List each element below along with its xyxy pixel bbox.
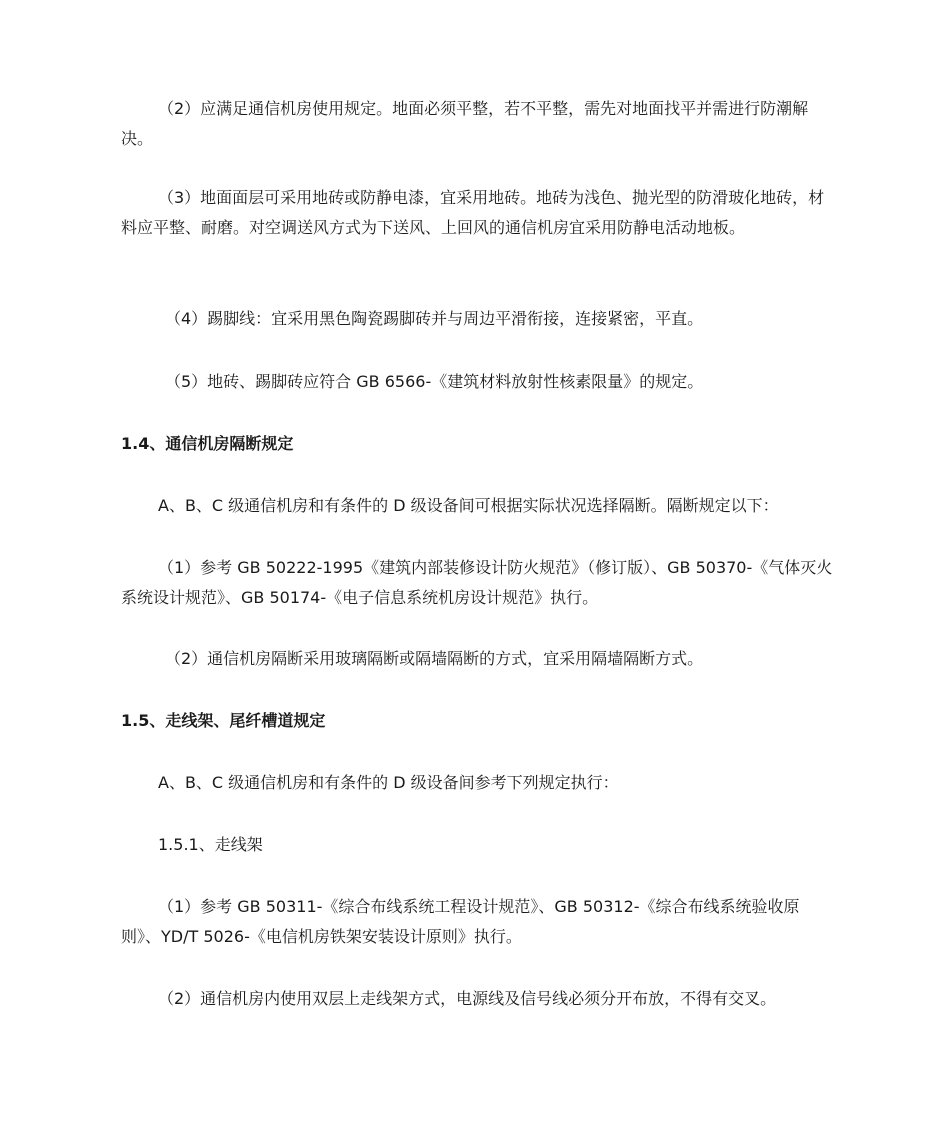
section-heading-cable-tray: 1.5、走线架、尾纤槽道规定 — [121, 711, 326, 730]
section-heading-partition: 1.4、通信机房隔断规定 — [121, 434, 294, 453]
paragraph-skirting: （4）踢脚线：宜采用黑色陶瓷踢脚砖并与周边平滑衔接，连接紧密，平直。 — [165, 309, 704, 328]
paragraph-floor-requirement: （2）应满足通信机房使用规定。地面必须平整，若不平整，需先对地面找平并需进行防潮解决。 — [121, 99, 809, 148]
paragraph-partition-intro: A、B、C 级通信机房和有条件的 D 级设备间可根据实际状况选择隔断。隔断规定以下： — [158, 496, 779, 515]
paragraph-floor-surface: （3）地面面层可采用地砖或防静电漆，宜采用地砖。地砖为浅色、抛光型的防滑玻化地砖，材料应平整、耐磨。对空调送风方式为下送风、上回风的通信机房宜采用防静电活动地板。 — [121, 188, 825, 237]
paragraph-partition-method: （2）通信机房隔断采用玻璃隔断或隔墙隔断的方式，宜采用隔墙隔断方式。 — [165, 649, 704, 668]
paragraph-cable-rack-standards: （1）参考 GB 50311-《综合布线系统工程设计规范》、GB 50312-《综合布线系统验收原则》、YD/T 5026-《电信机房铁架安装设计原则》执行。 — [121, 897, 800, 946]
paragraph-cable-rack-method: （2）通信机房内使用双层上走线架方式，电源线及信号线必须分开布放，不得有交叉。 — [158, 989, 777, 1008]
paragraph-cable-tray-intro: A、B、C 级通信机房和有条件的 D 级设备间参考下列规定执行： — [158, 773, 619, 792]
paragraph-partition-standards: （1）参考 GB 50222-1995《建筑内部装修设计防火规范》（修订版）、GB 50370-《气体灭火系统设计规范》、GB 50174-《电子信息系统机房设计规范》执行。 — [121, 558, 833, 607]
paragraph-radioactivity-standard: （5）地砖、踢脚砖应符合 GB 6566-《建筑材料放射性核素限量》的规定。 — [165, 372, 704, 391]
subsection-heading-cable-rack: 1.5.1、走线架 — [158, 835, 263, 854]
